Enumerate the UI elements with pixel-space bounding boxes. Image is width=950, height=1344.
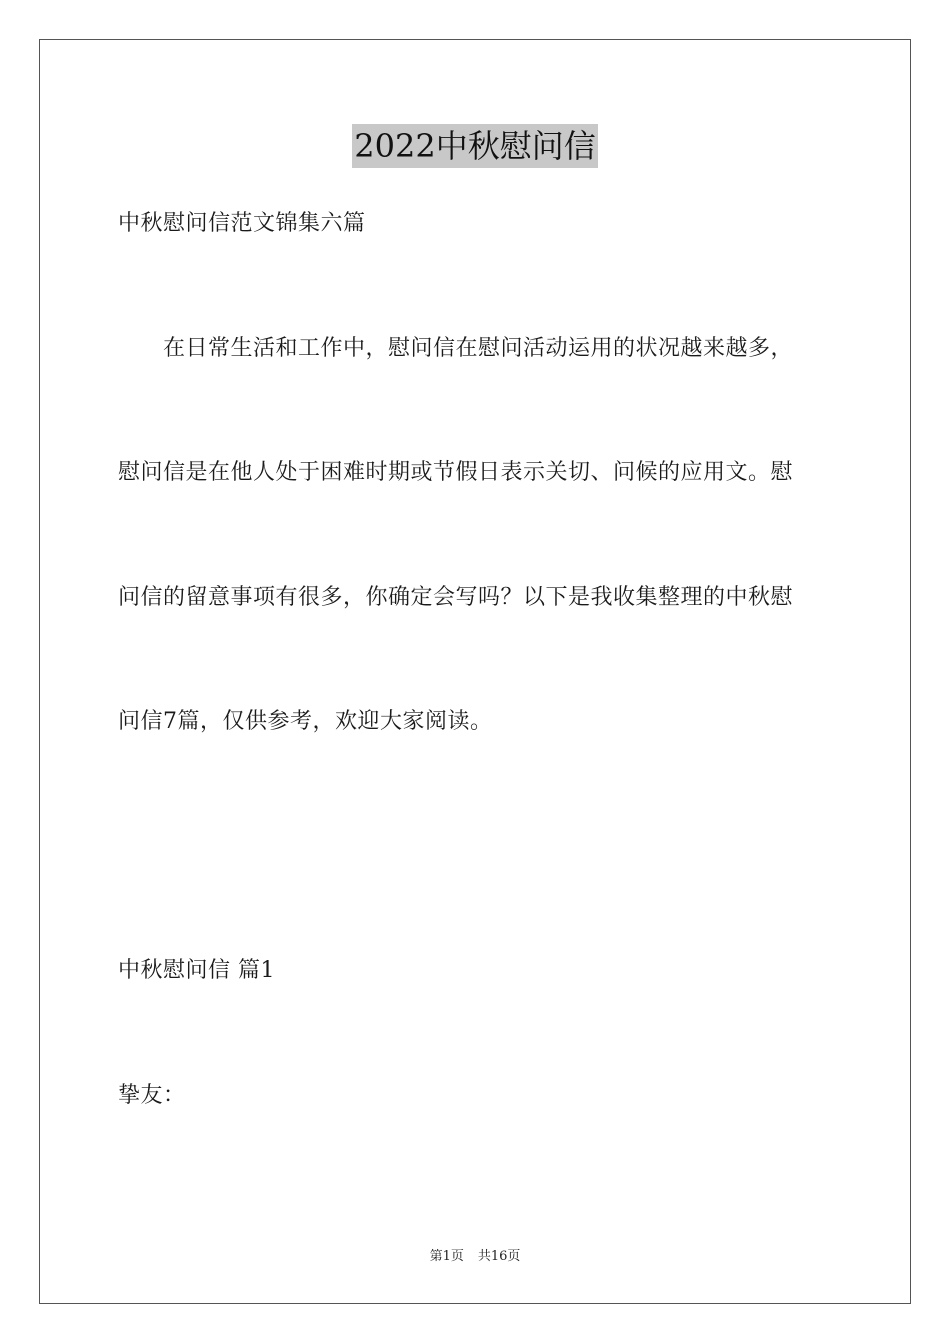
page-number-total: 共16页 [477, 1249, 521, 1264]
document-subtitle: 中秋慰问信范文锦集六篇 [118, 211, 366, 236]
title-container [0, 124, 950, 168]
document-title: 2022中秋慰问信 [352, 124, 597, 168]
intro-line-1: 在日常生活和工作中，慰问信在慰问活动运用的状况越来越多， [163, 336, 794, 361]
intro-line-3: 问信的留意事项有很多，你确定会写吗？以下是我收集整理的中秋慰 [118, 585, 794, 610]
page-number-current: 第1页 [429, 1249, 464, 1264]
page-footer [0, 1248, 950, 1266]
intro-line-4: 问信7篇，仅供参考，欢迎大家阅读。 [118, 709, 493, 734]
salutation: 挚友： [118, 1083, 186, 1108]
intro-line-2: 慰问信是在他人处于困难时期或节假日表示关切、问候的应用文。慰 [118, 460, 794, 485]
section-heading: 中秋慰问信 篇1 [118, 958, 275, 983]
